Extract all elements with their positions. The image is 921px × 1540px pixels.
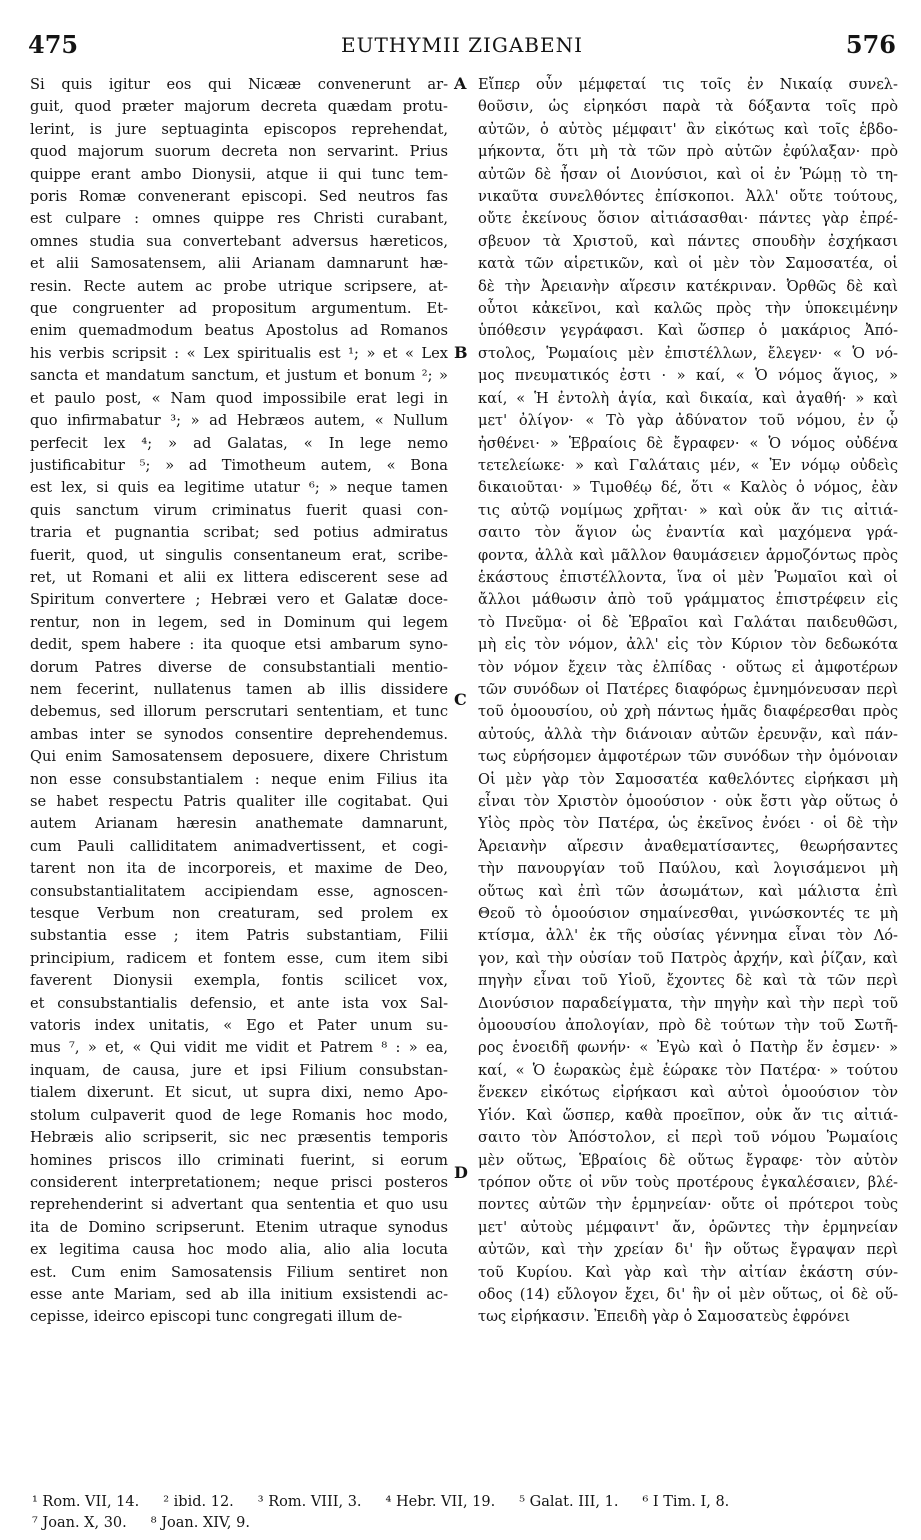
- latin-text-line: perfecit lex ⁴; » ad Galatas, « In lege nemo: [30, 434, 448, 452]
- greek-text-line: Διονύσιον παραδείγματα, τὴν πηγὴν καὶ τὴν περὶ τοῦ: [478, 994, 898, 1012]
- greek-text-line: καί, « Ὁ ἑωρακὼς ἐμὲ ἑώρακε τὸν Πατέρα· » τούτου: [478, 1061, 898, 1079]
- latin-text-line: justificabitur ⁵; » ad Timotheum autem, « Bona: [30, 456, 448, 474]
- latin-text-line: Qui enim Samosatensem deposuere, dixere Christum: [30, 748, 448, 766]
- greek-text-line: τως εἰρήκασιν. Ἐπειδὴ γὰρ ὁ Σαμοσατεὺς ἐφρόνει: [478, 1308, 851, 1326]
- footnote-line-2: [32, 1513, 902, 1534]
- greek-text-line: νικαῦτα συνελθόντες ἐπίσκοποι. Ἀλλ' οὔτε τούτους,: [478, 188, 898, 206]
- latin-text-line: quis sanctum virum criminatus fuerit quasi con-: [30, 501, 448, 519]
- greek-text-line: πηγὴν εἶναι τοῦ Υἱοῦ, ἔχοντες δὲ καὶ τὰ τῶν περὶ: [478, 972, 898, 990]
- latin-text-line: quo infirmabatur ³; » ad Hebræos autem, « Nullum: [30, 412, 448, 430]
- latin-text-line: cepisse, ideirco episcopi tunc congregati illum de-: [30, 1308, 403, 1326]
- latin-text-line: que congruenter ad propositum argumentum. Et-: [30, 300, 448, 318]
- greek-text-line: οὗτοι κἀκεῖνοι, καὶ καλῶς πρὸς τὴν ὑποκειμένην: [478, 300, 898, 318]
- latin-text-line: lerint, is jure septuaginta episcopos reprehendat,: [30, 120, 448, 138]
- greek-text-line: μος πνευματικός ἐστι · » καί, « Ὁ νόμος ἅγιος, »: [478, 367, 898, 385]
- latin-text-line: est lex, si quis ea legitime utatur ⁶; » neque tamen: [30, 479, 448, 497]
- greek-text-line: καί, « Ἡ ἐντολὴ ἁγία, καὶ δικαία, καὶ ἀγαθή· » καὶ: [478, 389, 898, 407]
- greek-text-line: σαιτο τὸν ἅγιον ὡς ἐναντία καὶ μαχόμενα γρά-: [478, 524, 898, 542]
- latin-text-line: poris Romæ convenerant episcopi. Sed neutros fas: [30, 188, 448, 206]
- footnote-reference: ³ Rom. VIII, 3.: [257, 1494, 362, 1510]
- footnote-reference: ⁶ I Tim. I, 8.: [642, 1494, 730, 1510]
- greek-text-line: ὑπόθεσιν γεγράφασι. Καὶ ὥσπερ ὁ μακάριος Ἀπό-: [478, 322, 898, 340]
- latin-text-line: est culpare : omnes quippe res Christi curabant,: [30, 210, 448, 228]
- greek-text-line: αὐτούς, ἀλλὰ τὴν διάνοιαν αὐτῶν ἐρευνᾷν, καὶ πάν-: [478, 725, 898, 743]
- section-marker-a: A: [454, 74, 467, 93]
- latin-text-line: vatoris index unitatis, « Ego et Pater unum su-: [30, 1017, 448, 1035]
- section-marker-d: D: [454, 1163, 468, 1182]
- latin-text-line: dedit, spem habere : ita quoque etsi ambarum syno-: [30, 636, 448, 654]
- footnotes: [32, 1492, 902, 1534]
- latin-text-line: debemus, sed illorum perscrutari sententiam, et tunc: [30, 703, 448, 721]
- latin-text-line: fuerit, quod, ut singulis consentaneum erat, scribe-: [30, 546, 448, 564]
- greek-text-line: οὕτως καὶ ἐπὶ τῶν ἀσωμάτων, καὶ μάλιστα ἐπὶ: [478, 882, 898, 900]
- greek-text-line: τοῦ ὁμοουσίου, οὐ χρὴ πάντως ἡμᾶς διαφέρεσθαι πρὸς: [478, 703, 898, 721]
- latin-column: [30, 74, 448, 1329]
- greek-text-line: Θεοῦ τὸ ὁμοούσιον σημαίνεσθαι, γινώσκοντές τε μὴ: [478, 905, 898, 923]
- latin-text-line: inquam, de causa, jure et ipsi Filium consubstan-: [30, 1061, 448, 1079]
- latin-text-line: ex legitima causa hoc modo alia, alio alia locuta: [30, 1241, 448, 1259]
- footnote-reference: ¹ Rom. VII, 14.: [32, 1494, 140, 1510]
- latin-text-line: et consubstantialis defensio, et ante ista vox Sal-: [30, 994, 448, 1012]
- latin-text-line: substantia esse ; item Patris substantiam, Filii: [30, 927, 448, 945]
- greek-text-line: αὐτῶν, καὶ τὴν χρείαν δι' ἣν οὕτως ἔγραψαν περὶ: [478, 1241, 898, 1259]
- latin-text-line: stolum culpaverit quod de lege Romanis hoc modo,: [30, 1106, 448, 1124]
- greek-text-line: τετελείωκε· » καὶ Γαλάταις μέν, « Ἐν νόμῳ οὐδεὶς: [478, 456, 898, 474]
- latin-text-line: esse ante Mariam, sed ab illa initium exsistendi ac-: [30, 1285, 448, 1303]
- latin-text-line: quod majorum suorum decreta non servarint. Prius: [30, 143, 448, 161]
- greek-text-line: τως εὑρήσομεν ἀμφοτέρων τῶν συνόδων τὴν ὁμόνοιαν: [478, 748, 898, 766]
- latin-text-line: ambas inter se synodos consentire deprehendemus.: [30, 725, 448, 743]
- latin-text-line: non esse consubstantialem : neque enim Filius ita: [30, 770, 448, 788]
- greek-text-line: κτίσμα, ἀλλ' ἐκ τῆς οὐσίας γέννημα εἶναι τὸν Λό-: [478, 927, 898, 945]
- greek-text-line: τοῦ Κυρίου. Καὶ γὰρ καὶ τὴν αἰτίαν ἑκάστη σύν-: [478, 1263, 898, 1281]
- greek-text-line: δὲ τὴν Ἀρειανὴν αἵρεσιν κατέκριναν. Ὀρθῶς δὲ καὶ: [478, 277, 898, 295]
- greek-text-line: μὲν οὕτως, Ἑβραίοις δὲ οὕτως ἔγραφε· τὸν αὐτὸν: [478, 1151, 898, 1169]
- latin-text-line: guit, quod præter majorum decreta quædam protu-: [30, 98, 448, 116]
- latin-text-line: nem fecerint, nullatenus tamen ab illis dissidere: [30, 680, 448, 698]
- running-title: EUTHYMII ZIGABENI: [341, 33, 583, 57]
- latin-text-line: considerent interpretationem; neque prisci posteros: [30, 1173, 448, 1191]
- latin-text-line: consubstantialitatem accipiendam esse, agnoscen-: [30, 882, 448, 900]
- greek-text-line: οὔτε ἐκείνους ὅσιον αἰτιάσασθαι· πάντες γὰρ ἐπρέ-: [478, 210, 898, 228]
- greek-text-line: τὸ Πνεῦμα· οἱ δὲ Ἑβραῖοι καὶ Γαλάται παιδευθῶσι,: [478, 613, 898, 631]
- greek-column: [478, 74, 898, 1329]
- latin-text-line: resin. Recte autem ac probe utrique scripsere, at-: [30, 277, 448, 295]
- greek-text-line: Υἱὸς πρὸς τὸν Πατέρα, ὡς ἐκεῖνος ἐνόει · οἱ δὲ τὴν: [478, 815, 898, 833]
- latin-text-line: traria et pugnantia scribat; sed potius admiratus: [30, 524, 448, 542]
- greek-text-line: αὐτῶν δὲ ἦσαν οἱ Διονύσιοι, καὶ οἱ ἐν Ῥώμῃ τὸ τη-: [478, 165, 898, 183]
- latin-text-line: his verbis scripsit : « Lex spiritualis est ¹; » et « Lex: [30, 344, 448, 362]
- footnote-reference: ⁴ Hebr. VII, 19.: [385, 1494, 496, 1510]
- greek-text-line: στολος, Ῥωμαίοις μὲν ἐπιστέλλων, ἔλεγεν· « Ὁ νό-: [478, 344, 898, 362]
- latin-text-line: se habet respectu Patris qualiter ille cogitabat. Qui: [30, 793, 448, 810]
- greek-text-line: ρος ἑνοειδῆ φωνήν· « Ἐγὼ καὶ ὁ Πατὴρ ἕν ἐσμεν· »: [478, 1039, 898, 1057]
- greek-text-line: Εἴπερ οὖν μέμφεταί τις τοῖς ἐν Νικαίᾳ συνελ-: [478, 76, 898, 93]
- latin-text-line: est. Cum enim Samosatensis Filium sentiret non: [30, 1263, 448, 1281]
- greek-text-line: οδος (14) εὔλογον ἔχει, δι' ἣν οἱ μὲν οὕτως, οἱ δὲ οὕ-: [478, 1285, 898, 1303]
- latin-text-line: principium, radicem et fontem esse, cum item sibi: [30, 949, 448, 967]
- footnote-reference: ⁸ Joan. XIV, 9.: [150, 1515, 250, 1531]
- footnote-reference: ⁵ Galat. III, 1.: [519, 1494, 619, 1510]
- latin-text-line: quippe erant ambo Dionysii, atque ii qui tunc tem-: [30, 165, 448, 183]
- latin-text-line: omnes studia sua convertebant adversus hæreticos,: [30, 232, 448, 250]
- latin-text-line: Hebræis alio scripserit, sic nec præsentis temporis: [30, 1129, 448, 1147]
- greek-text-line: Υἱόν. Καὶ ὥσπερ, καθὰ προεῖπον, οὐκ ἄν τις αἰτιά-: [478, 1106, 898, 1124]
- greek-text-line: μήκοντα, ὅτι μὴ τὰ τῶν πρὸ αὐτῶν ἐφύλαξαν· πρὸ: [478, 143, 898, 161]
- greek-text-line: ἠσθένει· » Ἑβραίοις δὲ ἔγραφεν· « Ὁ νόμος οὐδένα: [478, 434, 898, 452]
- latin-text-line: ret, ut Romani et alii ex littera ediscerent sese ad: [30, 568, 448, 586]
- greek-text-line: ἄλλοι μάθωσιν ἀπὸ τοῦ γράμματος ἐπιστρέφειν εἰς: [478, 591, 898, 609]
- latin-text-line: tesque Verbum non creaturam, sed prolem ex: [30, 905, 448, 923]
- greek-text-line: μετ' ὀλίγον· « Τὸ γὰρ ἀδύνατον τοῦ νόμου, ἐν ᾧ: [478, 412, 898, 430]
- greek-text-line: σβευον τὰ Χριστοῦ, καὶ πάντες σπουδὴν ἐσχήκασι: [478, 232, 898, 250]
- latin-text-line: autem Arianam hæresin anathemate damnarunt,: [30, 815, 448, 833]
- latin-text-line: Si quis igitur eos qui Nicææ convenerunt ar-: [30, 76, 448, 93]
- latin-text-line: ita de Domino scripserunt. Etenim utraque synodus: [30, 1218, 448, 1236]
- footnote-reference: ⁷ Joan. X, 30.: [32, 1515, 127, 1531]
- greek-text-line: εἶναι τὸν Χριστὸν ὁμοούσιον · οὐκ ἔστι γὰρ οὕτως ὁ: [478, 793, 898, 810]
- latin-text-line: et paulo post, « Nam quod impossibile erat legi in: [30, 389, 448, 407]
- footnote-line-1: [32, 1492, 902, 1513]
- greek-text-line: τὸν νόμον ἔχειν τὰς ἐλπίδας · οὕτως εἰ ἀμφοτέρων: [478, 658, 898, 676]
- latin-text-line: tarent non ita de incorporeis, et maxime de Deo,: [30, 860, 448, 878]
- greek-text-line: μετ' αὐτοὺς μέμφαιντ' ἄν, ὁρῶντες τὴν ἑρμηνείαν: [478, 1218, 898, 1236]
- greek-text-line: τὴν πανουργίαν τοῦ Παύλου, καὶ λογισάμενοι μὴ: [478, 860, 898, 878]
- left-page-number: 475: [28, 30, 79, 59]
- greek-text-line: θοῦσιν, ὡς εἰρηκόσι παρὰ τὰ δόξαντα τοῖς πρὸ: [478, 98, 898, 116]
- latin-text-line: reprehenderint si advertant qua sententia et quo usu: [30, 1196, 448, 1214]
- section-marker-b: B: [454, 343, 468, 362]
- greek-text-line: τρόπον οὔτε οἱ νῦν τοὺς προτέρους ἐγκαλέσαιεν, βλέ-: [478, 1173, 898, 1191]
- latin-text-line: et alii Samosatensem, alii Arianam damnarunt hæ-: [30, 255, 448, 273]
- greek-text-line: γον, καὶ τὴν οὐσίαν τοῦ Πατρὸς ἀρχήν, καὶ ῥίζαν, καὶ: [478, 949, 898, 967]
- section-marker-c: C: [454, 690, 467, 709]
- greek-text-line: ποντες αὐτῶν τὴν ἑρμηνείαν· οὔτε οἱ πρότεροι τοὺς: [478, 1196, 898, 1214]
- greek-text-line: ἕνεκεν εἰκότως εἰρήκασι καὶ αὐτοὶ ὁμοούσιον τὸν: [478, 1084, 898, 1102]
- greek-text-line: φοντα, ἀλλὰ καὶ μᾶλλον θαυμάσειεν ἁρμοζόντως πρὸς: [478, 546, 898, 564]
- right-page-number: 576: [845, 30, 896, 59]
- greek-text-line: ὁμοουσίου ἀπολογίαν, πρὸ δὲ τούτων τὴν τοῦ Σωτῆ-: [478, 1017, 898, 1035]
- latin-text-line: faverent Dionysii exempla, fontis scilicet vox,: [30, 972, 448, 990]
- latin-text-line: mus ⁷, » et, « Qui vidit me vidit et Patrem ⁸ : » ea,: [30, 1039, 448, 1057]
- greek-text-line: αὐτῶν, ὁ αὐτὸς μέμφαιτ' ἂν εἰκότως καὶ τοῖς ἑβδο-: [478, 120, 898, 138]
- greek-text-line: δικαιοῦται· » Τιμοθέῳ δέ, ὅτι « Καλὸς ὁ νόμος, ἐὰν: [478, 479, 898, 497]
- latin-text-line: dorum Patres diverse de consubstantiali mentio-: [30, 658, 448, 676]
- latin-text-line: enim quemadmodum beatus Apostolus ad Romanos: [30, 322, 448, 340]
- latin-text-line: rentur, non in legem, sed in Dominum qui legem: [30, 613, 448, 631]
- latin-text-line: tialem dixerunt. Et sicut, ut supra dixi, nemo Apo-: [30, 1084, 448, 1102]
- greek-text-line: Οἱ μὲν γὰρ τὸν Σαμοσατέα καθελόντες εἰρήκασι μὴ: [478, 770, 898, 788]
- greek-text-line: ἑκάστους ἐπιστέλλοντα, ἵνα οἱ μὲν Ῥωμαῖοι καὶ οἱ: [478, 568, 898, 586]
- latin-text-line: cum Pauli calliditatem animadvertissent, et cogi-: [30, 837, 448, 855]
- latin-text-line: Spiritum convertere ; Hebræi vero et Galatæ doce-: [30, 591, 448, 609]
- greek-text-line: σαιτο τὸν Ἀπόστολον, εἰ περὶ τοῦ νόμου Ῥωμαίοις: [478, 1129, 898, 1147]
- greek-text-line: τις αὐτῷ νομίμως χρῆται· » καὶ οὐκ ἄν τις αἰτιά-: [478, 501, 898, 519]
- greek-text-line: κατὰ τῶν αἱρετικῶν, καὶ οἱ μὲν τὸν Σαμοσατέα, οἱ: [478, 255, 898, 273]
- greek-text-line: μὴ εἰς τὸν νόμον, ἀλλ' εἰς τὸν Κύριον τὸν δεδωκότα: [478, 636, 898, 654]
- greek-text-line: τῶν συνόδων οἱ Πατέρες διαφόρως ἐμνημόνευσαν περὶ: [478, 680, 898, 698]
- greek-text-line: Ἀρειανὴν αἵρεσιν ἀναθεματίσαντες, θεωρήσαντες: [478, 837, 898, 855]
- footnote-reference: ² ibid. 12.: [163, 1494, 234, 1510]
- page-header: [28, 30, 896, 60]
- latin-text-line: homines priscos illo criminati fuerint, si eorum: [30, 1151, 448, 1169]
- latin-text-line: sancta et mandatum sanctum, et justum et bonum ²; »: [30, 367, 448, 385]
